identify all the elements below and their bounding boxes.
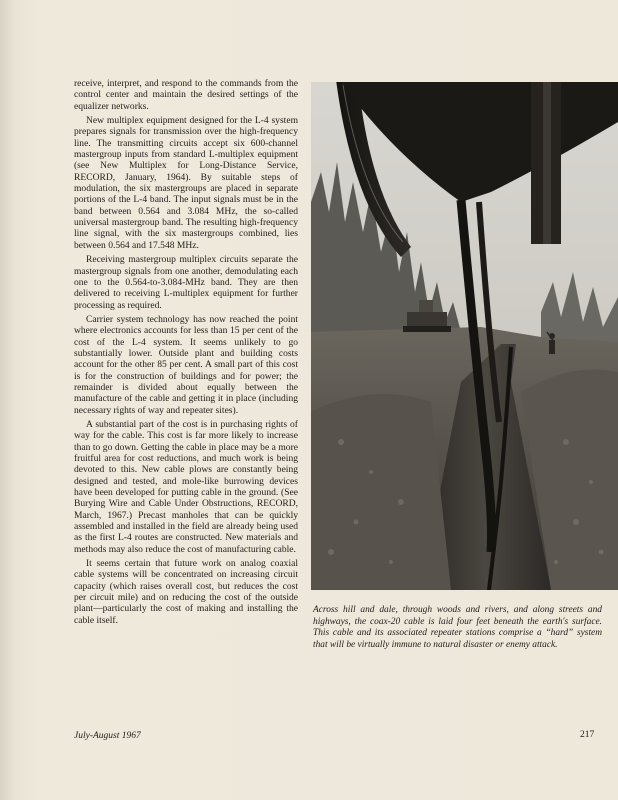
photo-caption: Across hill and dale, through woods and rivers, and along streets and highways, the coax-20 cable is laid four feet beneath the earth's surface. This cable and its associated repeater stations comprise a “hard” system that will be virtually immune to natural disaster or enemy attack. bbox=[313, 605, 602, 650]
cable-laying-photo bbox=[311, 82, 618, 590]
page-number: 217 bbox=[580, 730, 595, 740]
article-paragraph: Receiving mastergroup multiplex circuits separate the mastergroup signals from one another, demodulating each one to the 0.564-to-3.084-MHz band. They are then delivered to receiving L-multiplex equipment for further processing as required. bbox=[74, 254, 298, 311]
issue-date: July-August 1967 bbox=[74, 731, 141, 741]
article-paragraph: receive, interpret, and respond to the commands from the control center and maintain the desired settings of the equalizer networks. bbox=[74, 78, 298, 112]
article-paragraph: Carrier system technology has now reached the point where electronics accounts for less than 15 per cent of the cost of the L-4 system. It seems unlikely to go substantially lower. Outside plant and building costs account for the other 85 per cent. A small part of this cost is for the construction of buildings and for power; the remainder is divided about equally between the manufacture of the cable and getting it in place (including necessary rights of way and repeater sites). bbox=[74, 313, 298, 416]
article-paragraph: New multiplex equipment designed for the L-4 system prepares signals for transmission over the high-frequency line. The transmitting circuits accept six 600-channel mastergroup inputs from standard L-multiplex equipment (see New Multiplex for Long-Distance Service, RECORD, January, 1964). By suitable steps of modulation, the six mastergroups are placed in separate portions of the L-4 band. The input signals must be in the band between 0.564 and 3.084 MHz, the so-called universal mastergroup band. The resulting high-frequency line signal, with the six mastergroups combined, lies between 0.564 and 17.548 MHz. bbox=[74, 115, 298, 251]
article-paragraph: It seems certain that future work on analog coaxial cable systems will be concentrated on increasing circuit capacity (which raises overall cost, but reduces the cost per circuit mile) and on reducing the cost of the outside plant—particularly the cost of making and installing the cable itself. bbox=[74, 558, 298, 626]
article-paragraph: A substantial part of the cost is in purchasing rights of way for the cable. This cost is far more likely to increase than to go down. Getting the cable in place may be a more fruitful area for cost reductions, and much work is being devoted to this. New cable plows are constantly being designed and tested, and mole-like burrowing devices have been developed for putting cable in the ground. (See Burying Wire and Cable Under Obstructions, RECORD, March, 1967.) Precast manholes that can be quickly assembled and installed in the field are already being used as the first L-4 routes are constructed. New materials and methods may also reduce the cost of manufacturing cable. bbox=[74, 418, 298, 555]
article-column bbox=[74, 78, 298, 629]
